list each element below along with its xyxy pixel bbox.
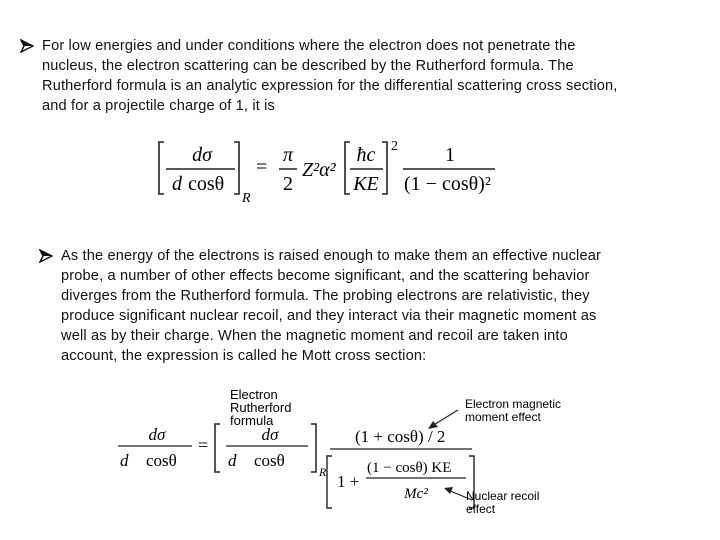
eq1-dsigma: dσ	[192, 144, 212, 166]
eq2-bracket-num: dσ	[261, 425, 279, 444]
rutherford-label-line: Electron	[230, 387, 278, 402]
eq1-cos-theta: cosθ	[188, 173, 225, 195]
arrowhead-bullet-icon	[39, 249, 53, 263]
eq2-magnetic-num: (1 + cosθ) / 2	[355, 427, 446, 446]
rutherford-equation	[150, 134, 491, 206]
eq2-subscript-r: R	[319, 465, 327, 479]
eq1-exponent: 2	[391, 139, 398, 154]
bullet-mott-line: produce significant nuclear recoil, and they interact via their magnetic moment as	[61, 308, 597, 324]
eq2-right-bracket	[311, 424, 316, 472]
eq1-z2alpha2: Z²α²	[302, 159, 336, 181]
magnetic-arrow-line	[432, 410, 458, 426]
eq1-hbar-c: ħc	[356, 144, 376, 166]
right-bracket	[234, 142, 239, 194]
bullet-mott-line: probe, a number of other effects become significant, and the scattering behavior	[61, 268, 590, 284]
eq1-denominator: (1 − cosθ)²	[404, 173, 491, 195]
eq1-ke: KE	[353, 173, 379, 195]
rutherford-label-line: formula	[230, 413, 274, 428]
eq2-bracket-cos: cosθ	[254, 451, 285, 470]
eq1-subscript-r: R	[242, 191, 251, 206]
recoil-arrowhead-icon	[444, 487, 453, 494]
bullet-rutherford-line: nucleus, the electron scattering can be described by the Rutherford formula. The	[42, 58, 574, 74]
eq1-pi: π	[282, 144, 294, 166]
bullet-mott-line: diverges from the Rutherford formula. The probing electrons are relativistic, they	[61, 288, 590, 304]
rutherford-label-line: Rutherford	[230, 400, 292, 415]
eq1-d: d	[172, 173, 182, 195]
arrowhead-bullet-icon	[20, 39, 34, 53]
bullet-mott-line: well as by their charge. When the magnetic moment and recoil are taken into	[61, 328, 568, 344]
eq1-one: 1	[445, 144, 455, 166]
bullet-mott-line: account, the expression is called he Mott cross section:	[61, 348, 427, 364]
eq2-recoil-num: (1 − cosθ) KE	[367, 460, 452, 476]
eq2-bracket-d: d	[228, 451, 237, 470]
eq2-left-bracket	[215, 424, 220, 472]
bullet-rutherford-line: Rutherford formula is an analytic expression for the differential scattering cross section,	[42, 78, 618, 94]
magnetic-label-line: moment effect	[465, 410, 541, 424]
eq1-inner-right-bracket	[382, 142, 387, 194]
magnetic-label-line: Electron magnetic	[465, 397, 562, 411]
bullet-rutherford-line: For low energies and under conditions where the electron does not penetrate the	[42, 38, 576, 54]
eq2-denominator-left-bracket	[327, 456, 332, 508]
eq2-lhs-num: dσ	[148, 425, 166, 444]
eq2-recoil-den: Mc²	[404, 486, 428, 502]
bullet-mott-line: As the energy of the electrons is raised enough to make them an effective nuclear	[61, 248, 601, 264]
mott-equation	[110, 384, 630, 524]
eq2-one-plus: 1 +	[337, 472, 360, 491]
recoil-label-line: effect	[466, 502, 496, 516]
eq2-equals: =	[198, 435, 209, 455]
eq2-lhs-d: d	[120, 451, 129, 470]
recoil-label-line: Nuclear recoil	[466, 489, 540, 503]
eq1-equals: =	[256, 156, 268, 178]
left-bracket	[159, 142, 164, 194]
eq1-inner-left-bracket	[345, 142, 350, 194]
eq1-two: 2	[283, 173, 293, 195]
eq2-lhs-cos: cosθ	[146, 451, 177, 470]
bullet-rutherford-line: and for a projectile charge of 1, it is	[42, 98, 275, 114]
